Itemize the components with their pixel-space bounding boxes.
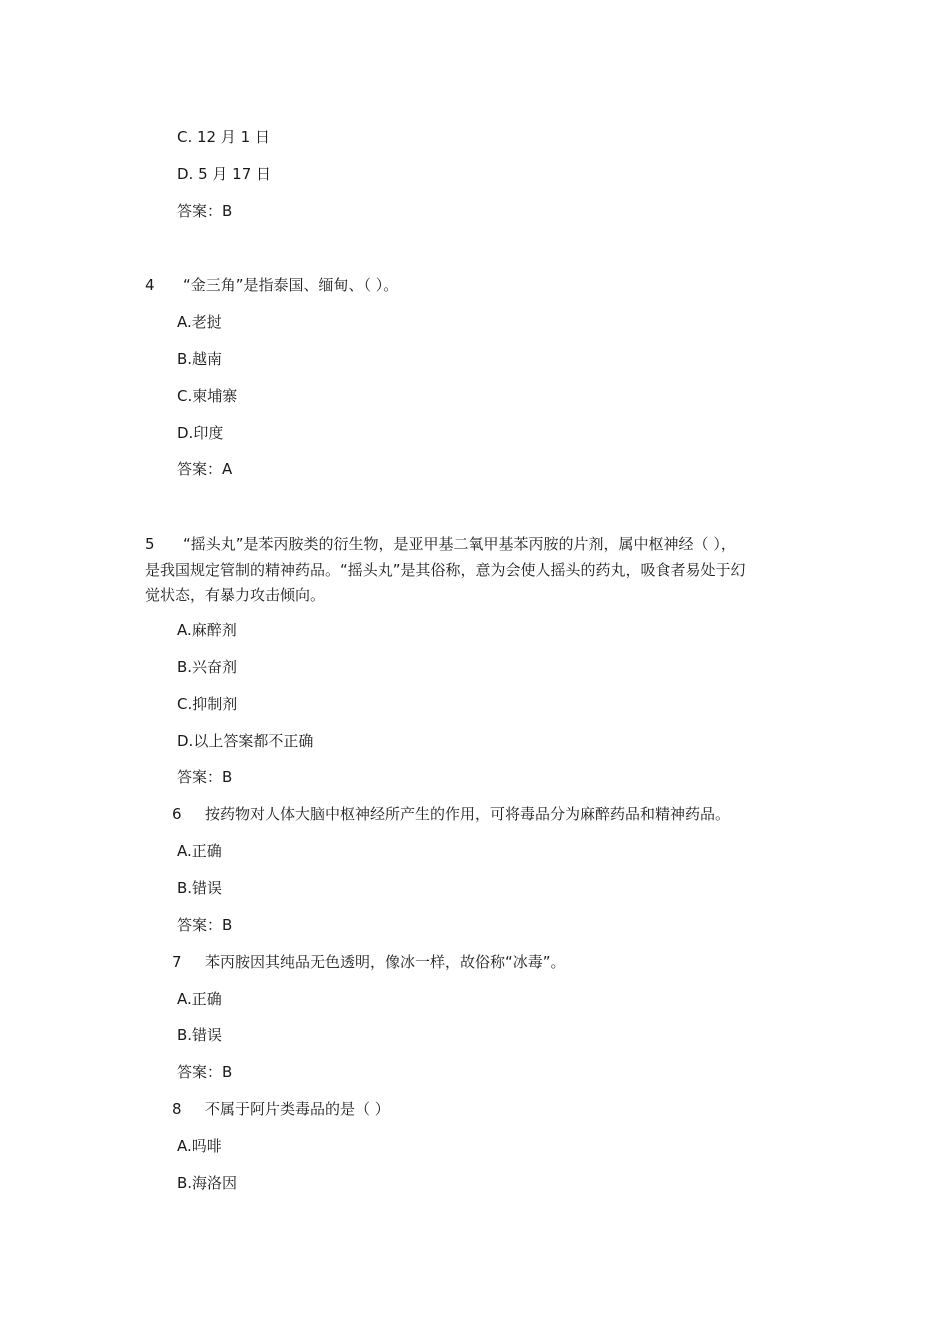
q6-question-text: 按药物对人体大脑中枢神经所产生的作用，可将毒品分为麻醉药品和精神药品。: [205, 805, 731, 823]
q4-answer: 答案：A: [177, 460, 233, 478]
q5-option-c: C.抑制剂: [177, 695, 238, 713]
q5-option-b: B.兴奋剂: [177, 658, 238, 676]
q4-number: 4: [145, 276, 155, 294]
q6-number: 6: [172, 805, 182, 823]
q5-question-line-2: 是我国规定管制的精神药品。“摇头丸”是其俗称，意为会使人摇头的药丸，吸食者易处于幻: [145, 561, 746, 579]
q7-option-a: A.正确: [177, 990, 222, 1008]
q4-option-d: D.印度: [177, 424, 224, 442]
q8-option-b: B.海洛因: [177, 1174, 238, 1192]
q5-question-line-3: 觉状态，有暴力攻击倾向。: [145, 586, 326, 604]
q7-question-text: 苯丙胺因其纯品无色透明，像冰一样，故俗称“冰毒”。: [205, 953, 566, 971]
q5-question-line-1: “摇头丸”是苯丙胺类的衍生物，是亚甲基二氧甲基苯丙胺的片剂，属中枢神经（ ），: [183, 535, 736, 553]
q7-number: 7: [172, 953, 182, 971]
q4-question-text: “金三角”是指泰国、缅甸、（ ）。: [183, 276, 399, 294]
q4-option-b: B.越南: [177, 350, 223, 368]
q4-option-c: C.柬埔寨: [177, 387, 238, 405]
q5-option-a: A.麻醉剂: [177, 621, 237, 639]
q8-option-a: A.吗啡: [177, 1137, 222, 1155]
q3-option-c: C. 12 月 1 日: [177, 128, 270, 146]
q7-answer: 答案：B: [177, 1063, 233, 1081]
q5-number: 5: [145, 535, 155, 553]
q6-option-b: B.错误: [177, 879, 223, 897]
q3-answer: 答案：B: [177, 202, 233, 220]
q6-option-a: A.正确: [177, 842, 222, 860]
q4-option-a: A.老挝: [177, 313, 222, 331]
q3-option-d: D. 5 月 17 日: [177, 165, 272, 183]
q8-number: 8: [172, 1100, 182, 1118]
q5-option-d: D.以上答案都不正确: [177, 732, 314, 750]
q7-option-b: B.错误: [177, 1026, 223, 1044]
q8-question-text: 不属于阿片类毒品的是（ ）: [205, 1100, 390, 1118]
q5-answer: 答案：B: [177, 768, 233, 786]
q6-answer: 答案：B: [177, 916, 233, 934]
